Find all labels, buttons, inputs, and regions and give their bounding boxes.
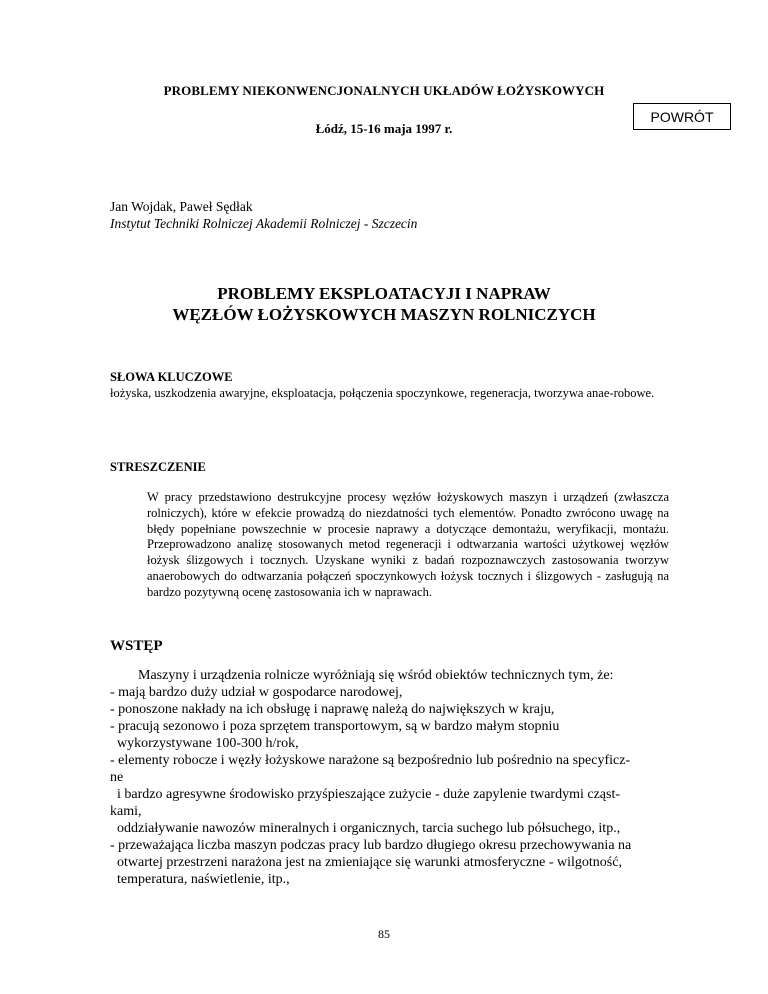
paper-title-line-2: WĘZŁÓW ŁOŻYSKOWYCH MASZYN ROLNICZYCH (172, 305, 596, 324)
intro-line: - przeważająca liczba maszyn podczas pracy lub bardzo długiego okresu przechowywania na (110, 838, 632, 853)
intro-line: Maszyny i urządzenia rolnicze wyróżniają się wśród obiektów technicznych tym, że: (110, 668, 614, 683)
intro-line: otwartej przestrzeni narażona jest na zmieniające się warunki atmosferyczne - wilgotność, (110, 855, 622, 870)
intro-line: ne (110, 770, 124, 785)
intro-line: i bardzo agresywne środowisko przyśpieszające zużycie - duże zapylenie twardymi cząst- (110, 787, 621, 802)
institute: Instytut Techniki Rolniczej Akademii Rolniczej - Szczecin (110, 216, 418, 231)
intro-line: - pracują sezonowo i poza sprzętem transportowym, są w bardzo małym stopniu (110, 719, 560, 734)
back-button[interactable]: POWRÓT (633, 103, 731, 130)
keywords-heading: SŁOWA KLUCZOWE (110, 370, 233, 384)
intro-line: - elementy robocze i węzły łożyskowe narażone są bezpośrednio lub pośrednio na specyficz- (110, 753, 631, 768)
intro-line: - ponoszone nakłady na ich obsługę i naprawę należą do największych w kraju, (110, 702, 555, 717)
intro-heading: WSTĘP (110, 638, 163, 654)
abstract-text: W pracy przedstawiono destrukcyjne procesy węzłów łożyskowych maszyn i urządzeń (zwłaszcza rolniczych), które w efekcie prowadzą do niezdatności tych elementów. Ponadto zwrócono uwagę na błędy popełniane powszechnie w procesie naprawy a dotyczące demontażu, weryfikacji, montażu. Przeprowadzono analizę stosowanych metod regeneracji i odtwarzania wartości użytkowej węzłów łożysk ślizgowych i tocznych. Uzyskane wyniki z badań rozpoznawczych zastosowania tworzyw anaerobowych do odtwarzania połączeń spoczynkowych łożysk tocznych i ślizgowych - zasługują na bardzo pozytywną ocenę zastosowania ich w naprawach. (147, 490, 669, 599)
intro-text (110, 667, 710, 888)
paper-title-line-1: PROBLEMY EKSPLOATACYJI I NAPRAW (217, 284, 551, 303)
conference-title: PROBLEMY NIEKONWENCJONALNYCH UKŁADÓW ŁOŻYSKOWYCH (163, 83, 605, 98)
authors: Jan Wojdak, Paweł Sędłak (110, 199, 253, 214)
paper-title (0, 283, 768, 325)
intro-line: temperatura, naświetlenie, itp., (110, 872, 290, 887)
intro-line: wykorzystywane 100-300 h/rok, (110, 736, 299, 751)
intro-line: kami, (110, 804, 142, 819)
intro-line: - mają bardzo duży udział w gospodarce narodowej, (110, 685, 403, 700)
page-number: 85 (378, 927, 390, 941)
intro-line: oddziaływanie nawozów mineralnych i organicznych, tarcia suchego lub półsuchego, itp., (110, 821, 621, 836)
keywords-text: łożyska, uszkodzenia awaryjne, eksploatacja, połączenia spoczynkowe, regeneracja, tworzywa anae-robowe. (110, 386, 655, 400)
abstract-heading: STRESZCZENIE (110, 460, 206, 474)
conference-date: Łódź, 15-16 maja 1997 r. (315, 121, 453, 136)
